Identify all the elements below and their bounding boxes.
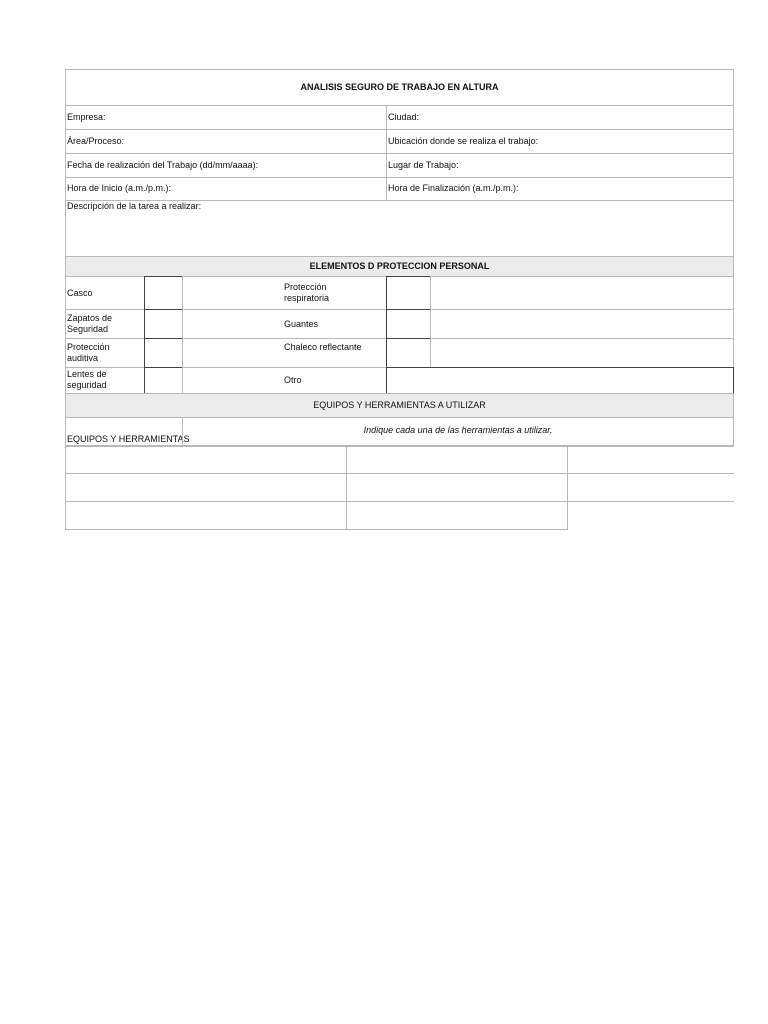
equipos-label-cell — [65, 417, 190, 446]
ubicacion-label: Ubicación donde se realiza el trabajo: — [388, 136, 539, 146]
tool-entry-cell[interactable] — [346, 501, 568, 530]
epp-right-label: Guantes — [284, 319, 319, 329]
area-label: Área/Proceso: — [67, 136, 125, 146]
proteccion-auditiva-checkbox[interactable] — [144, 338, 183, 368]
epp-blank-cell — [430, 276, 734, 310]
fecha-field[interactable] — [65, 153, 387, 178]
empresa-field[interactable] — [65, 105, 387, 130]
hora-inicio-field[interactable] — [65, 177, 387, 201]
otro-input[interactable] — [386, 367, 734, 394]
ciudad-label: Ciudad: — [388, 112, 420, 122]
equipos-label: EQUIPOS Y HERRAMIENTAS — [67, 434, 190, 444]
epp-item-proteccion-auditiva — [65, 338, 145, 368]
tool-entry-cell[interactable] — [65, 501, 347, 530]
epp-item-zapatos — [65, 309, 145, 339]
hora-fin-field[interactable] — [386, 177, 734, 201]
epp-header-label: ELEMENTOS D PROTECCION PERSONAL — [309, 261, 490, 271]
epp-right-label: Protección respiratoria — [284, 282, 330, 303]
epp-blank-cell — [430, 309, 734, 339]
epp-item-guantes — [182, 309, 387, 339]
lentes-checkbox[interactable] — [144, 367, 183, 394]
equipos-header — [65, 393, 734, 418]
area-field[interactable] — [65, 129, 387, 154]
epp-item-proteccion-respiratoria — [182, 276, 387, 310]
tool-entry-cell[interactable] — [65, 446, 347, 474]
epp-blank-cell — [430, 338, 734, 368]
tool-entry-cell[interactable] — [567, 473, 734, 502]
hora-fin-label: Hora de Finalización (a.m./p.m.): — [388, 183, 519, 193]
guantes-checkbox[interactable] — [386, 309, 431, 339]
equipos-header-label: EQUIPOS Y HERRAMIENTAS A UTILIZAR — [313, 400, 486, 410]
form-title: ANALISIS SEGURO DE TRABAJO EN ALTURA — [300, 82, 499, 92]
proteccion-respiratoria-checkbox[interactable] — [386, 276, 431, 310]
epp-header — [65, 256, 734, 277]
equipos-instruction: Indique cada una de las herramientas a utilizar. — [363, 425, 553, 435]
epp-item-otro — [182, 367, 387, 394]
tool-entry-cell[interactable] — [346, 473, 568, 502]
epp-right-label: Chaleco reflectante — [284, 342, 362, 352]
ubicacion-field[interactable] — [386, 129, 734, 154]
casco-checkbox[interactable] — [144, 276, 183, 310]
lugar-label: Lugar de Trabajo: — [388, 160, 459, 170]
epp-left-label: Casco — [67, 288, 93, 298]
fecha-label: Fecha de realización del Trabajo (dd/mm/aaaa): — [67, 160, 259, 170]
epp-right-label: Otro — [284, 375, 302, 385]
epp-left-label: Zapatos de Seguridad — [67, 313, 113, 334]
lugar-field[interactable] — [386, 153, 734, 178]
tool-entry-cell[interactable] — [346, 446, 568, 474]
empresa-label: Empresa: — [67, 112, 106, 122]
tool-entry-cell[interactable] — [65, 473, 347, 502]
form-title-cell — [65, 69, 734, 106]
epp-item-lentes — [65, 367, 145, 394]
zapatos-checkbox[interactable] — [144, 309, 183, 339]
descripcion-field[interactable] — [65, 200, 734, 257]
hora-inicio-label: Hora de Inicio (a.m./p.m.): — [67, 183, 172, 193]
chaleco-checkbox[interactable] — [386, 338, 431, 368]
epp-left-label: Protección auditiva — [67, 342, 110, 363]
epp-item-chaleco — [182, 338, 387, 368]
ciudad-field[interactable] — [386, 105, 734, 130]
equipos-instruction-cell — [182, 417, 734, 446]
epp-left-label: Lentes de seguridad — [67, 369, 107, 390]
descripcion-label: Descripción de la tarea a realizar: — [67, 201, 202, 211]
tool-entry-cell[interactable] — [567, 446, 734, 474]
epp-item-casco — [65, 276, 145, 310]
